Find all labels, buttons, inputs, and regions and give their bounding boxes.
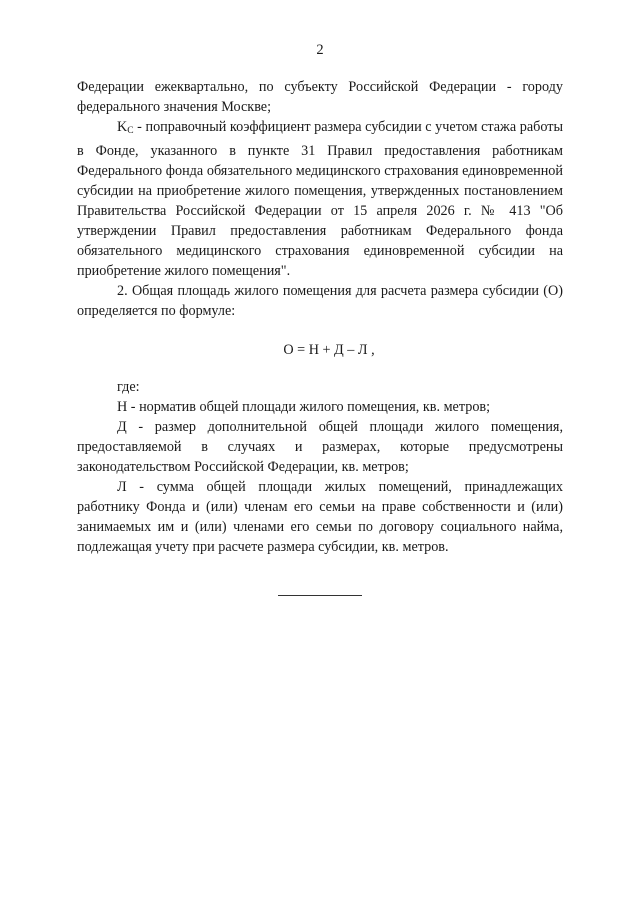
kc-symbol: K xyxy=(117,119,128,135)
definition-d: Д - размер дополнительной общей площади жилого помещения, предоставляемой в случаях и размерах, которые предусмотрены законодательством Российской Федерации, кв. метров; xyxy=(77,419,563,475)
paragraph-item-2: 2. Общая площадь жилого помещения для расчета размера субсидии (О) определяется по формуле: xyxy=(77,283,563,319)
end-divider xyxy=(278,595,362,596)
document-body xyxy=(77,77,563,557)
kc-definition-text: - поправочный коэффициент размера субсидии с учетом стажа работы в Фонде, указанного в пункте 31 Правил предоставления работникам Федерального фонда обязательного медицинского страхования единовременной субсидии на приобретение жилого помещения, утвержденных постановлением Правительства Российской Федерации от 15 апреля 2026 г. № 413 "Об утверждении Правил предоставления работникам Федерального фонда обязательного медицинского страхования единовременной субсидии на приобретение жилого помещения". xyxy=(77,119,563,279)
paragraph-kc-definition xyxy=(77,117,563,281)
area-formula: О = Н + Д – Л , xyxy=(283,342,375,358)
paragraph-continuation: Федерации ежеквартально, по субъекту Российской Федерации - городу федерального значения Москве; xyxy=(77,79,563,115)
kc-subscript: C xyxy=(127,126,134,136)
definition-l: Л - сумма общей площади жилых помещений, принадлежащих работнику Фонда и (или) членам его семьи на праве собственности и (или) занимаемых им и (или) членами его семьи по договору социального найма, подлежащая учету при расчете размера субсидии, кв. метров. xyxy=(77,479,563,555)
where-label: где: xyxy=(117,379,140,395)
page-number: 2 xyxy=(316,42,324,58)
definition-n: Н - норматив общей площади жилого помещения, кв. метров; xyxy=(117,399,491,415)
